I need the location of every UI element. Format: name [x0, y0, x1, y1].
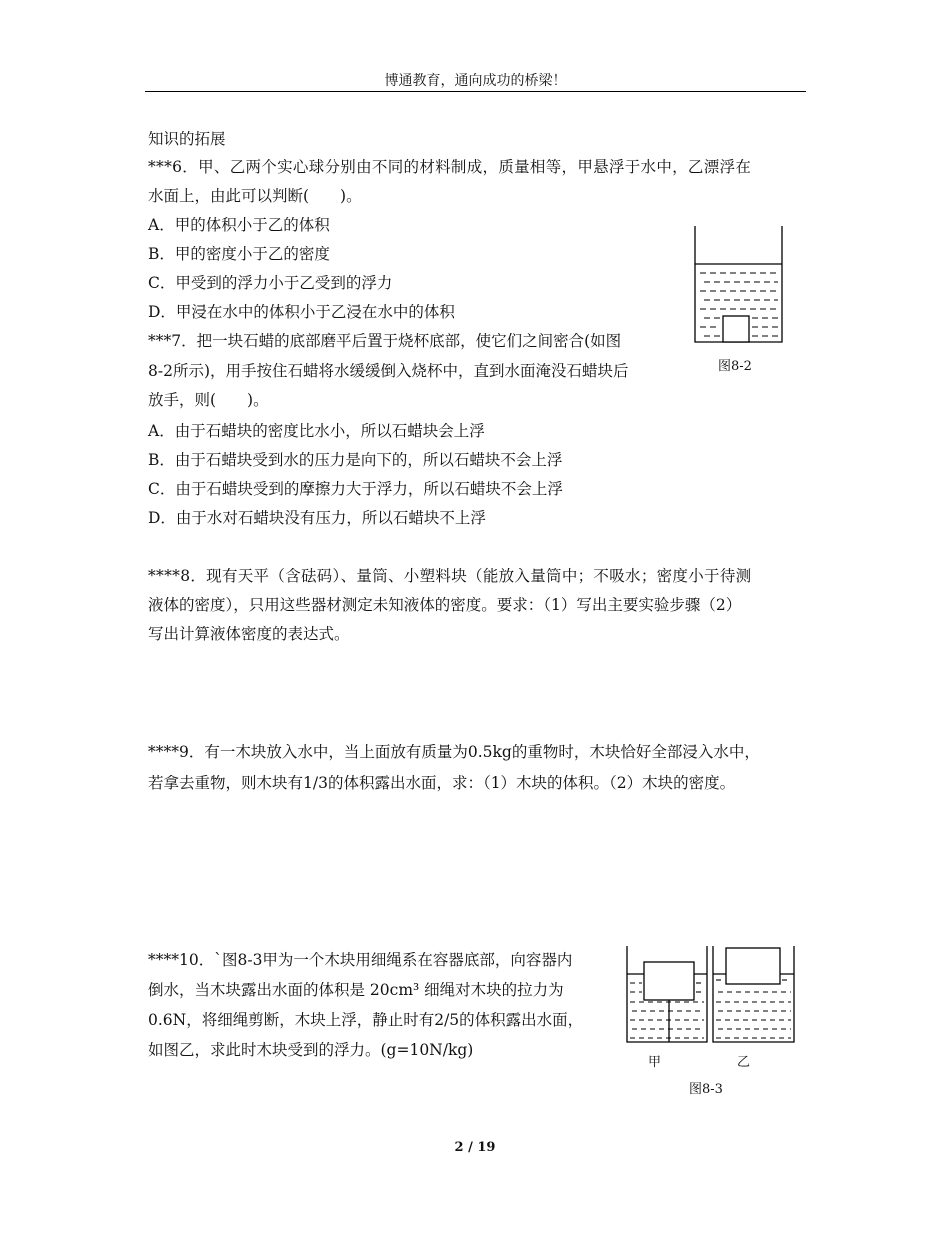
section-title: 知识的拓展 [148, 130, 226, 148]
question-6-option-a: A．甲的体积小于乙的体积 [148, 216, 330, 234]
figure-8-3-containers [624, 946, 806, 1046]
page-header: 博通教育，通向成功的桥梁！ [384, 73, 567, 89]
question-7-line-1: ***7．把一块石蜡的底部磨平后置于烧杯底部，使它们之间密合(如图 [148, 332, 622, 350]
question-6-option-d: D．甲浸在水中的体积小于乙浸在水中的体积 [148, 303, 455, 321]
question-8-line-1: ****8．现有天平（含砝码）、量筒、小塑料块（能放入量筒中；不吸水；密度小于待测 [148, 567, 752, 585]
question-8-line-3: 写出计算液体密度的表达式。 [148, 625, 350, 643]
question-10-line-2: 倒水，当木块露出水面的体积是 20cm³ 细绳对木块的拉力为 [148, 981, 564, 999]
question-7-option-d: D．由于水对石蜡块没有压力，所以石蜡块不上浮 [148, 509, 486, 527]
question-10-line-1: ****10．`图8-3甲为一个木块用细绳系在容器底部，向容器内 [148, 951, 573, 969]
figure-8-2-beaker [692, 226, 786, 344]
question-7-line-2: 8-2所示)，用手按住石蜡将水缓缓倒入烧杯中，直到水面淹没石蜡块后 [148, 362, 629, 380]
figure-8-2-caption: 图8-2 [718, 359, 752, 374]
figure-8-3-label-b: 乙 [737, 1055, 751, 1070]
question-6-option-c: C．甲受到的浮力小于乙受到的浮力 [148, 274, 393, 292]
question-6-line-1: ***6．甲、乙两个实心球分别由不同的材料制成，质量相等，甲悬浮于水中，乙漂浮在 [148, 158, 752, 176]
figure-8-3-caption: 图8-3 [689, 1082, 723, 1097]
question-6-option-b: B．甲的密度小于乙的密度 [148, 245, 330, 263]
question-7-option-b: B．由于石蜡块受到水的压力是向下的，所以石蜡块不会上浮 [148, 451, 563, 469]
figure-8-3-label-a: 甲 [648, 1055, 662, 1070]
question-6-line-2: 水面上，由此可以判断( )。 [148, 187, 362, 205]
page-number: 2 / 19 [454, 1140, 496, 1155]
question-7-option-a: A．由于石蜡块的密度比水小，所以石蜡块会上浮 [148, 422, 485, 440]
question-9-line-1: ****9．有一木块放入水中，当上面放有质量为0.5kg的重物时，木块恰好全部浸入水中， [148, 743, 760, 761]
question-7-line-3: 放手，则( )。 [148, 391, 269, 409]
question-10-line-3: 0.6N，将细绳剪断，木块上浮，静止时有2/5的体积露出水面， [148, 1011, 584, 1029]
question-7-option-c: C．由于石蜡块受到的摩擦力大于浮力，所以石蜡块不会上浮 [148, 480, 563, 498]
question-8-line-2: 液体的密度），只用这些器材测定未知液体的密度。要求：（1）写出主要实验步骤（2） [148, 596, 742, 614]
question-9-line-2: 若拿去重物，则木块有1/3的体积露出水面，求：（1）木块的体积。（2）木块的密度。 [148, 774, 736, 792]
header-divider [145, 91, 806, 92]
question-10-line-4: 如图乙，求此时木块受到的浮力。(g=10N/kg) [148, 1041, 474, 1059]
